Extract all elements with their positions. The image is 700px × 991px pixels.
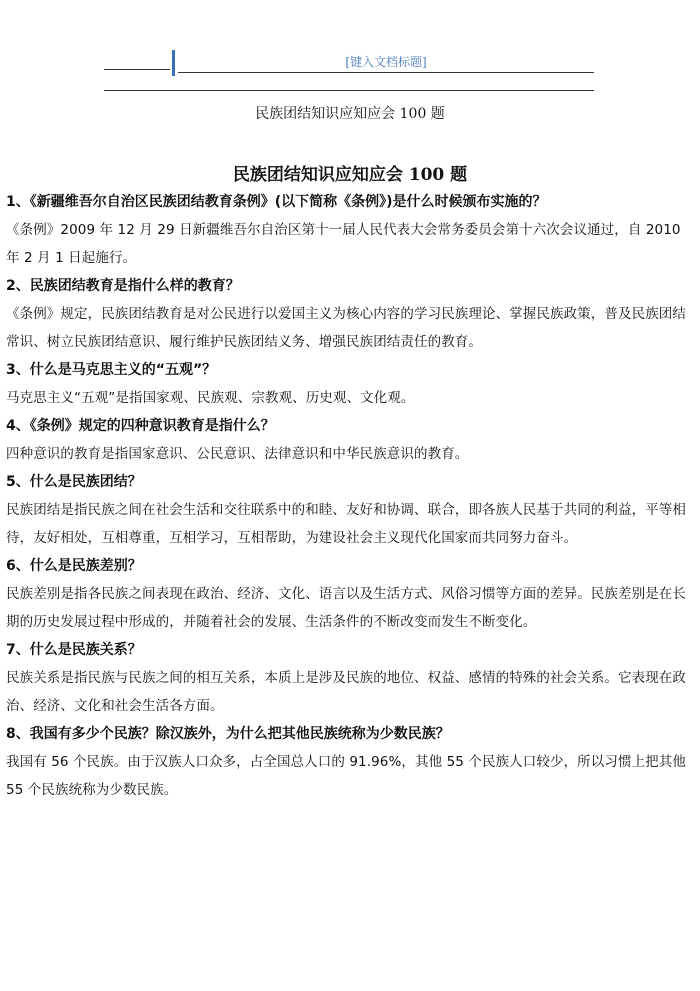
question-6: 6、什么是民族差别？: [6, 558, 142, 574]
text-cursor: [172, 50, 175, 76]
header-rule-short: [104, 69, 170, 70]
question-2: 2、民族团结教育是指什么样的教育？: [6, 278, 240, 294]
question-1: 1、《新疆维吾尔自治区民族团结教育条例》(以下简称《条例》)是什么时候颁布实施的？: [6, 194, 547, 210]
header-rule-long: [178, 72, 594, 73]
answer-3: 马克思主义“五观”是指国家观、民族观、宗教观、历史观、文化观。: [6, 390, 415, 406]
answer-4: 四种意识的教育是指国家意识、公民意识、法律意识和中华民族意识的教育。: [6, 446, 469, 462]
question-5: 5、什么是民族团结？: [6, 474, 142, 490]
question-8: 8、我国有多少个民族？除汉族外，为什么把其他民族统称为少数民族？: [6, 726, 450, 742]
question-4: 4、《条例》规定的四种意识教育是指什么？: [6, 418, 275, 434]
question-7: 7、什么是民族关系？: [6, 642, 142, 658]
answer-8: 我国有 56 个民族。由于汉族人口众多，占全国总人口的 91.96%，其他 55 个民族人口较少，所以习惯上把其他 55 个民族统称为少数民族。: [6, 754, 686, 798]
answer-5: 民族团结是指民族之间在社会生活和交往联系中的和睦、友好和协调、联合，即各族人民基于共同的利益，平等相待，友好相处，互相尊重，互相学习，互相帮助，为建设社会主义现代化国家而共同努力奋斗。: [6, 502, 686, 546]
header-rule-bottom: [104, 90, 594, 91]
document-title-placeholder[interactable]: [键入文档标题]: [345, 55, 427, 69]
answer-6: 民族差别是指各民族之间表现在政治、经济、文化、语言以及生活方式、风俗习惯等方面的差异。民族差别是在长期的历史发展过程中形成的，并随着社会的发展、生活条件的不断改变而发生不断变化。: [6, 586, 686, 630]
answer-7: 民族关系是指民族与民族之间的相互关系，本质上是涉及民族的地位、权益、感情的特殊的社会关系。它表现在政治、经济、文化和社会生活各方面。: [6, 670, 686, 714]
page-header: [0, 0, 700, 100]
page-title: 民族团结知识应知应会 100 题: [232, 165, 468, 185]
header-subtitle: 民族团结知识应知应会 100 题: [255, 106, 445, 122]
question-3: 3、什么是马克思主义的“五观”？: [6, 362, 217, 378]
answer-2: 《条例》规定，民族团结教育是对公民进行以爱国主义为核心内容的学习民族理论、掌握民族政策，普及民族团结常识、树立民族团结意识、履行维护民族团结义务、增强民族团结责任的教育。: [6, 306, 686, 350]
answer-1: 《条例》2009 年 12 月 29 日新疆维吾尔自治区第十一届人民代表大会常务委员会第十六次会议通过，自 2010 年 2 月 1 日起施行。: [6, 222, 681, 266]
qa-list: [6, 188, 694, 804]
